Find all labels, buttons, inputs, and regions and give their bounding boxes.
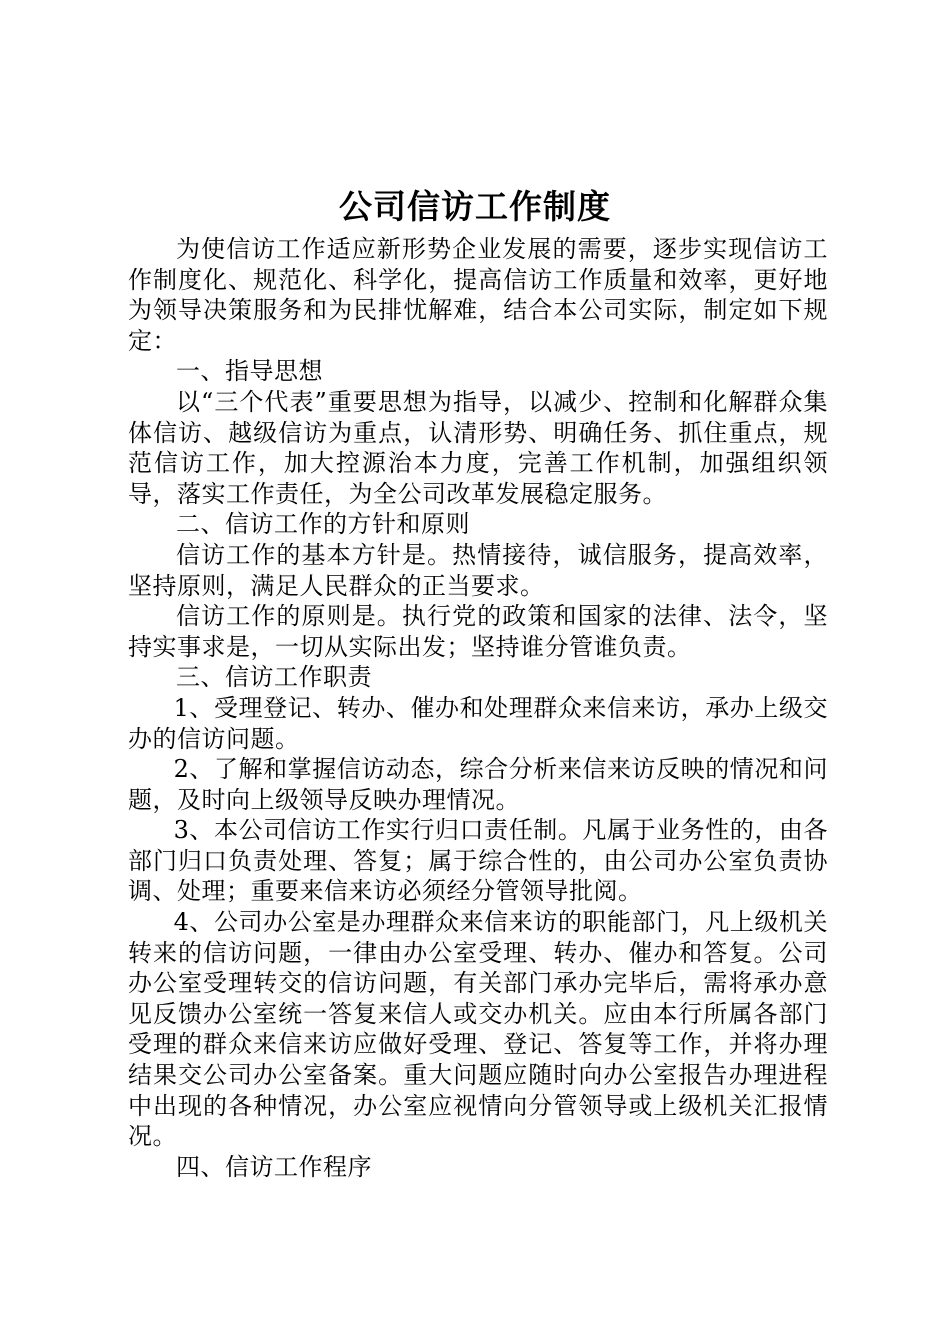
responsibility-item-2: 2、了解和掌握信访动态，综合分析来信来访反映的情况和问题，及时向上级领导反映办理情况。	[128, 755, 828, 814]
responsibility-item-4: 4、公司办公室是办理群众来信来访的职能部门，凡上级机关转来的信访问题，一律由办公室受理、转办、催办和答复。公司办公室受理转交的信访问题，有关部门承办完毕后，需将承办意见反馈办公室统一答复来信人或交办机关。应由本行所属各部门受理的群众来信来访应做好受理、登记、答复等工作，并将办理结果交公司办公室备案。重大问题应随时向办公室报告办理进程中出现的各种情况，办公室应视情向分管领导或上级机关汇报情况。	[128, 908, 828, 1151]
responsibility-item-1: 1、受理登记、转办、催办和处理群众来信来访，承办上级交办的信访问题。	[128, 693, 828, 753]
section-heading-responsibilities: 三、信访工作职责	[176, 663, 372, 692]
basic-policy-paragraph: 信访工作的基本方针是。热情接待，诚信服务，提高效率，坚持原则，满足人民群众的正当要求。	[128, 540, 828, 600]
section-heading-guiding-ideology: 一、指导思想	[176, 357, 323, 386]
section-heading-policy-principles: 二、信访工作的方针和原则	[176, 510, 470, 539]
document-title: 公司信访工作制度	[339, 187, 611, 226]
intro-paragraph: 为使信访工作适应新形势企业发展的需要，逐步实现信访工作制度化、规范化、科学化，提高信访工作质量和效率，更好地为领导决策服务和为民排忧解难，结合本公司实际，制定如下规定：	[128, 235, 828, 355]
responsibility-item-3: 3、本公司信访工作实行归口责任制。凡属于业务性的，由各部门归口负责处理、答复；属于综合性的，由公司办公室负责协调、处理；重要来信来访必须经分管领导批阅。	[128, 816, 828, 906]
principles-paragraph: 信访工作的原则是。执行党的政策和国家的法律、法令，坚持实事求是，一切从实际出发；坚持谁分管谁负责。	[128, 602, 828, 661]
section-heading-procedures: 四、信访工作程序	[176, 1152, 372, 1181]
guiding-ideology-paragraph: 以“三个代表”重要思想为指导，以减少、控制和化解群众集体信访、越级信访为重点，认清形势、明确任务、抓住重点，规范信访工作，加大控源治本力度，完善工作机制，加强组织领导，落实工作责任，为全公司改革发展稳定服务。	[128, 387, 828, 508]
document-body	[128, 234, 828, 1182]
